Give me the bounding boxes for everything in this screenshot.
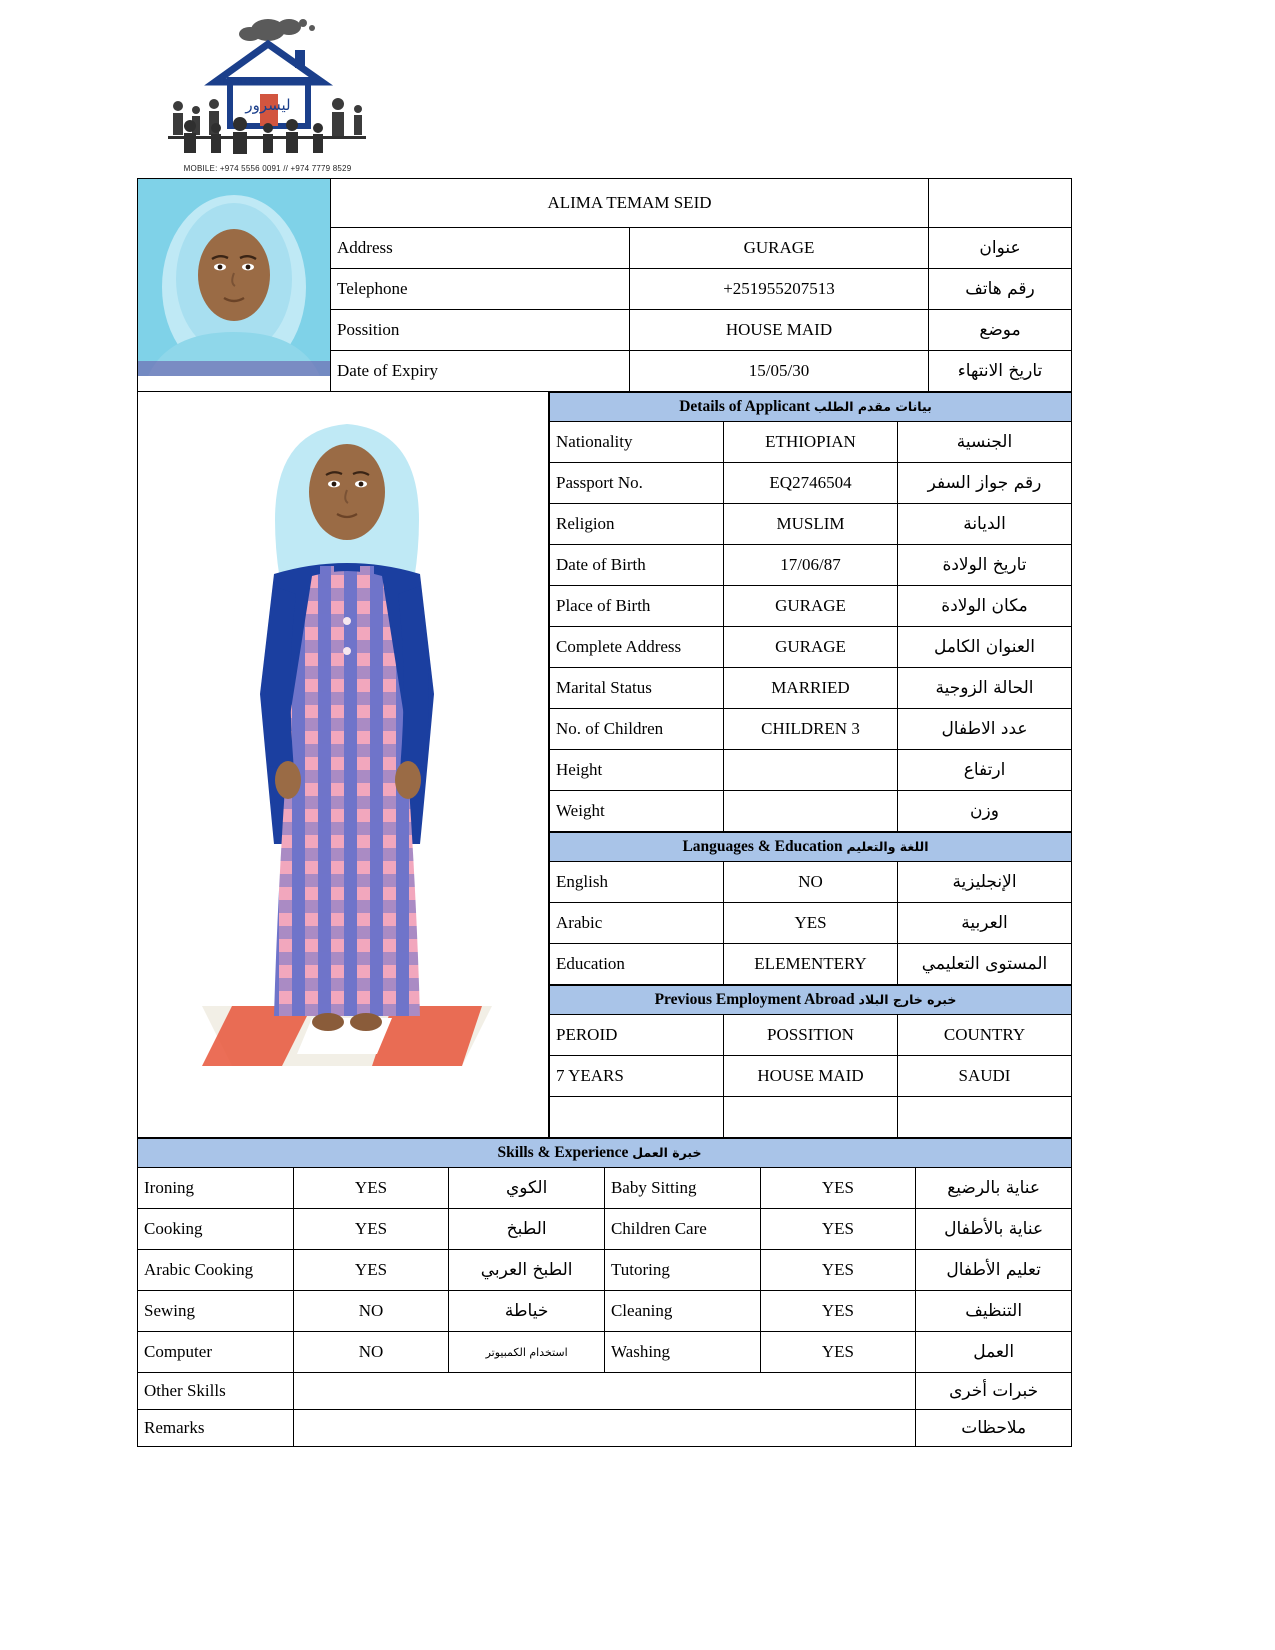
skill-sewing-value: NO [293, 1291, 449, 1332]
skill-ironing-label-ar: الكوي [449, 1168, 605, 1209]
skill-computer-label-ar: استخدام الكمبيوتر [449, 1332, 605, 1373]
address-value: GURAGE [630, 228, 929, 269]
languages-heading: Languages & Education [682, 838, 843, 855]
position-column-header: POSSITION [724, 1015, 898, 1056]
position-label-ar: موضع [929, 310, 1072, 351]
table-row [550, 944, 1072, 985]
skill-washing-value: YES [760, 1332, 916, 1373]
company-logo [160, 14, 375, 174]
details-heading: Details of Applicant [679, 398, 811, 415]
table-row [550, 862, 1072, 903]
english-value: NO [724, 862, 898, 903]
nationality-value: ETHIOPIAN [724, 422, 898, 463]
country-column-header: COUNTRY [898, 1015, 1072, 1056]
marital-status-label-ar: الحالة الزوجية [898, 668, 1072, 709]
table-row [550, 586, 1072, 627]
children-value: CHILDREN 3 [724, 709, 898, 750]
table-row [550, 1056, 1072, 1097]
education-value: ELEMENTERY [724, 944, 898, 985]
period-value-2 [550, 1097, 724, 1138]
weight-label: Weight [550, 791, 724, 832]
skill-washing-label: Washing [604, 1332, 760, 1373]
marital-status-value: MARRIED [724, 668, 898, 709]
remarks-label: Remarks [138, 1410, 294, 1447]
nationality-label: Nationality [550, 422, 724, 463]
skill-cleaning-value: YES [760, 1291, 916, 1332]
table-row [550, 833, 1072, 862]
address-label: Address [331, 228, 630, 269]
applicant-portrait-photo [138, 179, 331, 392]
table-row [550, 463, 1072, 504]
english-label-ar: الإنجليزية [898, 862, 1072, 903]
arabic-label: Arabic [550, 903, 724, 944]
skill-children-care-label-ar: عناية بالأطفال [916, 1209, 1072, 1250]
header-table [137, 178, 1072, 392]
applicant-fullbody-photo [137, 392, 549, 1138]
expiry-value: 15/05/30 [630, 351, 929, 392]
previous-employment-table [549, 985, 1072, 1138]
table-row [138, 1291, 1072, 1332]
children-label-ar: عدد الاطفال [898, 709, 1072, 750]
complete-address-label: Complete Address [550, 627, 724, 668]
complete-address-value: GURAGE [724, 627, 898, 668]
religion-value: MUSLIM [724, 504, 898, 545]
skill-ironing-label: Ironing [138, 1168, 294, 1209]
table-row [138, 1250, 1072, 1291]
table-row [550, 668, 1072, 709]
table-row [550, 1097, 1072, 1138]
languages-heading-ar: اللغة والتعليم [846, 839, 929, 854]
period-value: 7 YEARS [550, 1056, 724, 1097]
table-row [550, 393, 1072, 422]
details-section-header [550, 393, 1072, 422]
english-label: English [550, 862, 724, 903]
table-row [550, 627, 1072, 668]
position-value-2 [724, 1097, 898, 1138]
period-column-header: PEROID [550, 1015, 724, 1056]
table-row [550, 986, 1072, 1015]
table-header-row [550, 1015, 1072, 1056]
table-row [550, 709, 1072, 750]
height-label-ar: ارتفاع [898, 750, 1072, 791]
height-label: Height [550, 750, 724, 791]
skill-tutoring-value: YES [760, 1250, 916, 1291]
table-row [138, 1410, 1072, 1447]
country-value: SAUDI [898, 1056, 1072, 1097]
table-row [550, 791, 1072, 832]
skill-cooking-label-ar: الطبخ [449, 1209, 605, 1250]
table-row [550, 422, 1072, 463]
dob-value: 17/06/87 [724, 545, 898, 586]
pob-label-ar: مكان الولادة [898, 586, 1072, 627]
skill-tutoring-label: Tutoring [604, 1250, 760, 1291]
name-ar-blank [929, 179, 1072, 228]
table-row [550, 750, 1072, 791]
weight-label-ar: وزن [898, 791, 1072, 832]
remarks-label-ar: ملاحظات [916, 1410, 1072, 1447]
arabic-label-ar: العربية [898, 903, 1072, 944]
previous-employment-section-header [550, 986, 1072, 1015]
address-label-ar: عنوان [929, 228, 1072, 269]
logo-phone-line: MOBILE: +974 5556 0091 // +974 7779 8529 [183, 164, 352, 173]
expiry-label: Date of Expiry [331, 351, 630, 392]
skill-computer-value: NO [293, 1332, 449, 1373]
other-skills-label-ar: خبرات أخرى [916, 1373, 1072, 1410]
middle-section [137, 392, 1072, 1138]
table-row [138, 1168, 1072, 1209]
skill-arabic-cooking-value: YES [293, 1250, 449, 1291]
details-table [549, 392, 1072, 832]
skill-arabic-cooking-label-ar: الطبخ العربي [449, 1250, 605, 1291]
skill-baby-sitting-label-ar: عناية بالرضيع [916, 1168, 1072, 1209]
height-value [724, 750, 898, 791]
children-label: No. of Children [550, 709, 724, 750]
svg-text:lisurour: lisurour [220, 72, 263, 87]
skills-table [137, 1138, 1072, 1447]
skills-section-header [138, 1139, 1072, 1168]
passport-value: EQ2746504 [724, 463, 898, 504]
table-row [138, 1332, 1072, 1373]
skill-washing-label-ar: العمل [916, 1332, 1072, 1373]
weight-value [724, 791, 898, 832]
religion-label-ar: الديانة [898, 504, 1072, 545]
nationality-label-ar: الجنسية [898, 422, 1072, 463]
details-heading-ar: بيانات مقدم الطلب [814, 399, 932, 414]
skill-sewing-label-ar: خياطة [449, 1291, 605, 1332]
skill-children-care-value: YES [760, 1209, 916, 1250]
marital-status-label: Marital Status [550, 668, 724, 709]
telephone-value: +251955207513 [630, 269, 929, 310]
skill-baby-sitting-label: Baby Sitting [604, 1168, 760, 1209]
skill-cleaning-label: Cleaning [604, 1291, 760, 1332]
table-row [138, 1139, 1072, 1168]
pob-label: Place of Birth [550, 586, 724, 627]
education-label-ar: المستوى التعليمي [898, 944, 1072, 985]
previous-employment-heading: Previous Employment Abroad [654, 991, 855, 1008]
other-skills-value [293, 1373, 916, 1410]
applicant-name: ALIMA TEMAM SEID [331, 179, 929, 228]
telephone-label: Telephone [331, 269, 630, 310]
skills-heading: Skills & Experience [497, 1144, 629, 1161]
details-column [549, 392, 1072, 1138]
table-row [138, 1209, 1072, 1250]
position-value: HOUSE MAID [630, 310, 929, 351]
skill-baby-sitting-value: YES [760, 1168, 916, 1209]
telephone-label-ar: رقم هاتف [929, 269, 1072, 310]
religion-label: Religion [550, 504, 724, 545]
arabic-value: YES [724, 903, 898, 944]
svg-text:ليسرور: ليسرور [245, 96, 291, 114]
table-row [138, 179, 1072, 228]
other-skills-label: Other Skills [138, 1373, 294, 1410]
table-row [550, 504, 1072, 545]
position-value-prev: HOUSE MAID [724, 1056, 898, 1097]
skill-cooking-value: YES [293, 1209, 449, 1250]
remarks-value [293, 1410, 916, 1447]
skill-children-care-label: Children Care [604, 1209, 760, 1250]
position-label: Possition [331, 310, 630, 351]
skill-ironing-value: YES [293, 1168, 449, 1209]
education-label: Education [550, 944, 724, 985]
dob-label: Date of Birth [550, 545, 724, 586]
skill-arabic-cooking-label: Arabic Cooking [138, 1250, 294, 1291]
skill-cleaning-label-ar: التنظيف [916, 1291, 1072, 1332]
table-row [550, 545, 1072, 586]
skill-cooking-label: Cooking [138, 1209, 294, 1250]
skills-heading-ar: خبرة العمل [632, 1145, 702, 1160]
table-row [550, 903, 1072, 944]
previous-employment-heading-ar: خبره خارج البلاد [858, 992, 957, 1007]
passport-label-ar: رقم جواز السفر [898, 463, 1072, 504]
skill-computer-label: Computer [138, 1332, 294, 1373]
pob-value: GURAGE [724, 586, 898, 627]
table-row [138, 1373, 1072, 1410]
complete-address-label-ar: العنوان الكامل [898, 627, 1072, 668]
passport-label: Passport No. [550, 463, 724, 504]
skill-tutoring-label-ar: تعليم الأطفال [916, 1250, 1072, 1291]
languages-section-header [550, 833, 1072, 862]
expiry-label-ar: تاريخ الانتهاء [929, 351, 1072, 392]
languages-table [549, 832, 1072, 985]
country-value-2 [898, 1097, 1072, 1138]
skill-sewing-label: Sewing [138, 1291, 294, 1332]
applicant-cv [137, 178, 1072, 1447]
dob-label-ar: تاريخ الولادة [898, 545, 1072, 586]
